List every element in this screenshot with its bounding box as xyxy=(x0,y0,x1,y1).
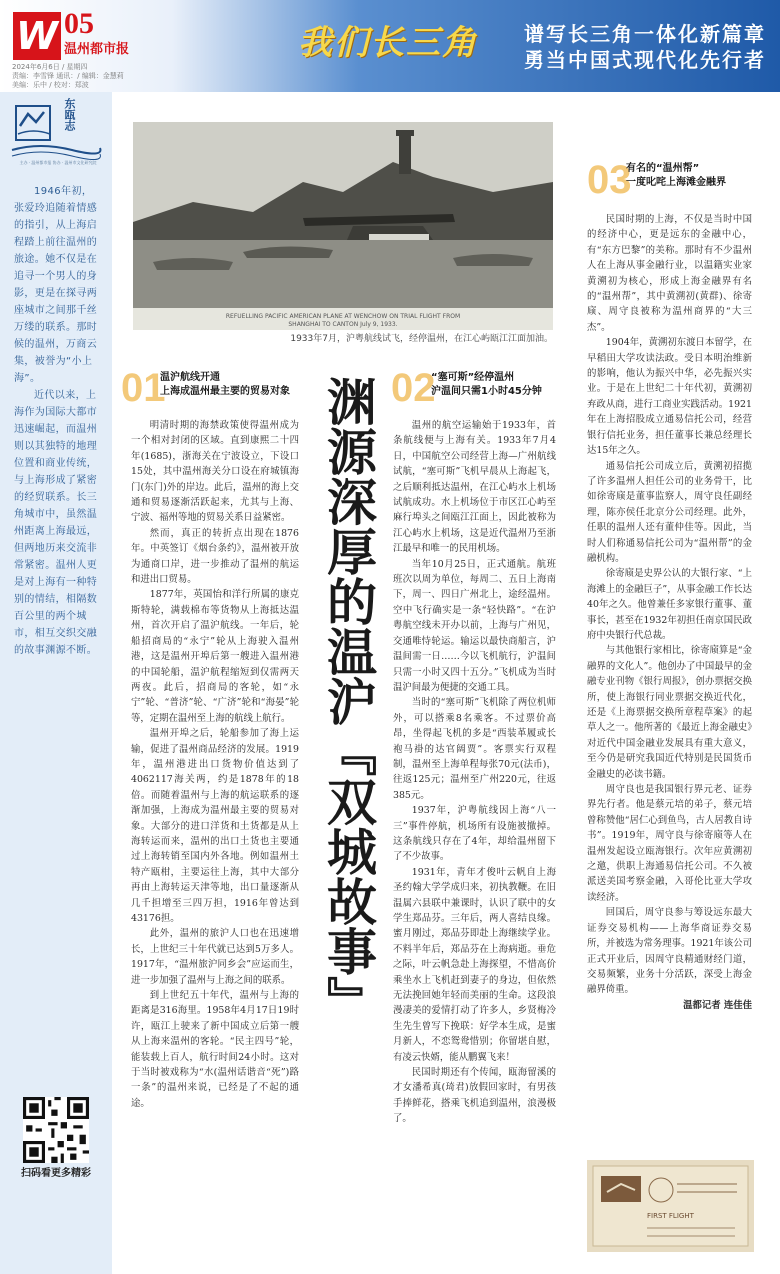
photo-caption: 1933年7月，沪粤航线试飞，经停温州，在江心屿瓯江江面加油。 xyxy=(290,334,553,344)
body-paragraph: 1937年，沪粤航线因上海“八一三”事件停航，机场所有设施被撤掉。这条航线只存在了4年，却给温州留下了不少故事。 xyxy=(393,805,556,863)
newspaper-logo: W xyxy=(13,12,61,60)
body-paragraph: 当时的“塞可斯”飞机除了两位机师外，可以搭乘8名乘客。不过票价高昂，坐得起飞机的多是“西装革履或长袍马褂的达官阔贾”。客票实行双程制，温州至上海单程每张70元(法币)，往返125元；温州至广州220元，往返385元。 xyxy=(393,697,556,801)
stamp-text: FIRST FLIGHT xyxy=(647,1212,694,1220)
body-paragraph: 到上世纪五十年代，温州与上海的距离是316海里。1958年4月17日19时许，瓯江上驶来了新中国成立后第一艘从上海来温州的客轮。“民主四号”轮，能装载上百人，航行时间24小时。这对于当时被戏称为“水(温州话谐音“死”)路一条”的温州来说，已经是了不起的通途。 xyxy=(131,990,299,1109)
body-paragraph: 1877年，英国怡和洋行所属的康克斯特轮，满载棉布等货物从上海抵达温州，首次开启了温沪航线。一年后，轮船招商局的“永宁”轮从上海驶入温州港，这是温州开埠后第一艘进入温州港的中国轮船，温沪航程缩短到仅需两天两夜。此后，招商局的客轮，如“永宁”轮、“普济”轮、“广济”轮和“海晏”轮等，定期在温州至上海的航线上航行。 xyxy=(131,589,299,724)
article-column-2 xyxy=(393,418,556,1127)
meta-date: 2024年6月6日 / 星期四 xyxy=(12,63,88,71)
section-heading-3-line-2: 一度叱咤上海滩金融界 xyxy=(626,177,726,188)
section-heading-2-line-2: 沪温间只需1小时45分钟 xyxy=(431,386,542,397)
meta-design: 美编：乐中 / 校对：郑波 xyxy=(12,81,89,89)
banner-title: 我们长三角 xyxy=(298,23,478,63)
body-paragraph: 回国后，周守良参与筹设远东最大证券交易机构——上海华商证券交易所，并被选为常务理事。1921年该公司正式开业后，因周守良精通财经门道，交易频繁，业务十分活跃，深受上海金融界倚重。 xyxy=(587,907,752,996)
seaplane-photo xyxy=(133,122,553,330)
article-title: 渊源深厚的温沪『双城故事』 xyxy=(319,376,378,1026)
body-paragraph: 然而，真正的转折点出现在1876年。中英签订《烟台条约》，温州被开放为通商口岸，进一步推动了温州的航运和进出口贸易。 xyxy=(131,527,299,586)
qr-code-icon[interactable] xyxy=(23,1097,89,1163)
section-heading-1 xyxy=(160,371,290,399)
section-number-3: 03 xyxy=(587,158,632,202)
section-heading-1-line-2: 上海成温州最主要的贸易对象 xyxy=(160,386,290,397)
slogan-line-2: 勇当中国式现代化先行者 xyxy=(524,48,766,72)
qr-label: 扫码看更多精彩 xyxy=(21,1168,91,1179)
issue-meta xyxy=(12,63,132,90)
photo-inset-line-2: SHANGHAI TO CANTON July 9, 1933. xyxy=(288,321,398,328)
body-paragraph: 1904年，黄溯初东渡日本留学，在早稻田大学攻读法政。受日本明治维新的影响，他认为振兴中华，必先振兴实业。于是在上世纪二十年代初，黄溯初弃政从商，进行工商业实践活动。1921年在上海招股成立通易信托公司，经营银行信托业务，担任董事长兼总经理长达15年之久。 xyxy=(587,337,752,457)
body-paragraph: 温州开埠之后，轮船参加了海上运输，促进了温州商品经济的发展。1919年，温州港进出口货物价值达到了4062117海关两，约是1878年的18倍。而随着温州与上海的航运联系的逐渐加强，上海成为温州最主要的贸易对象。大部分的进口洋货和土货都是从上海转运而来，温州的出口土货也主要通过上海转销至国内外各地。例如温州土特产瓯柑，主要运往上海，其中大部分再由上海转运天津等地，出口量逐渐从几千担增至三四万担，1916年曾达到43176担。 xyxy=(131,728,299,924)
section-heading-1-line-1: 温沪航线开通 xyxy=(160,372,220,383)
section-heading-2-line-1: “塞可斯”经停温州 xyxy=(431,372,515,383)
body-paragraph: 民国时期还有个传闻，瓯海留溪的才女潘希真(琦君)放假回家时，有男孩手捧鲜花，搭乘飞机追到温州，浪漫极了。 xyxy=(393,1067,556,1125)
side-paragraph: 1946年初，张爱玲追随着情感的指引，从上海启程踏上前往温州的旅途。她不仅是在追寻一个男人的身影，更是在探寻两座城市之间那千丝万缕的联系。那时候的温州，万商云集，被誉为“小上海”。 xyxy=(14,186,98,384)
body-paragraph: 通易信托公司成立后，黄溯初招揽了许多温州人担任公司的业务骨干，比如徐寄庼是董事监察人，周守良任副经理，陈亦侯任北京分公司经理。此外，任职的温州人还有董仲佳等。因此，当时人们称通易信托公司为“温州帮”的金融机构。 xyxy=(587,460,752,564)
emblem-label: 东瓯志 xyxy=(63,98,76,131)
first-flight-envelope-image xyxy=(587,1160,754,1252)
section-number-1: 01 xyxy=(121,366,166,410)
emblem-caption: 主办 · 温州都市报 协办 · 温州市文化研究院 xyxy=(19,160,97,165)
article-column-1 xyxy=(131,418,299,1111)
body-paragraph: 徐寄庼是史界公认的大银行家、“上海滩上的金融巨子”，从事金融工作长达40年之久。他曾兼任多家银行董事、董事长，甚至在1932年初担任南京国民政府中央银行代总裁。 xyxy=(587,568,752,641)
masthead xyxy=(0,0,780,92)
body-paragraph: 当年10月25日，正式通航。航班班次以周为单位，每周二、五日上海南下，周一、四日广州北上，途经温州。空中飞行确实是一条“轻快路”。“在沪粤航空线未开办以前，上海与广州见，交通唯恃轮运。输运以最快商船言，沪温间需一日……今以飞机航行，沪温间只需一小时又四十五分。”飞机成为当时温沪间最为便捷的交通工具。 xyxy=(393,558,556,693)
slogan-line-1: 谱写长三角一体化新篇章 xyxy=(524,22,766,46)
body-paragraph: 1931年，青年才俊叶云帆自上海圣约翰大学学成归来，初执教鞭。在旧温属六县联中兼课时，认识了联中的女学生郑品芬。三年后，两人喜结良缘。蜜月刚过，郑品芬即赴上海继续学业。不料半年后，郑品芬在上海病逝。垂危之际，叶云帆急赴上海探望，不惜高价乘坐水上飞机赶到妻子的身边，但依然无法挽回她年轻而美丽的生命。这段浪漫凄美的爱情打动了许多人，乡贤梅冷生先生曾写下挽联：好学本生成，是蜜月新人，不恋鸳鸯惜别；你留堪自慰，有凌云快婿，能从鹏翼飞来！ xyxy=(393,866,556,1063)
section-heading-2 xyxy=(431,371,542,399)
body-paragraph: 民国时期的上海，不仅是当时中国的经济中心，更是远东的金融中心，有“东方巴黎”的美称。那时有不少温州人在上海从事金融行业，以温籍实业家黄溯初为核心，形成上海金融界有名的“温州帮”，其中黄溯初(黄群)、徐寄庼、周守良被称为温州商界的“大三杰”。 xyxy=(587,214,752,333)
paper-name: 温州都市报 xyxy=(64,42,130,57)
photo-inset-line-1: REFUELLING PACIFIC AMERICAN PLANE AT WENCHOW ON TRIAL FLIGHT FROM xyxy=(225,313,461,320)
body-paragraph: 温州的航空运输始于1933年，首条航线便与上海有关。1933年7月4日，中国航空公司经营上海—广州航线试航，“塞可斯”飞机早晨从上海起飞，之后顺利抵达温州，在江心屿水上机场试航成功。水上机场位于市区江心屿至麻行埠头之间瓯江江面上，因此被称为江心屿水上机场，这是近代温州乃至浙江最早和唯一的民用机场。 xyxy=(393,420,556,555)
byline: 温都记者 连佳佳 xyxy=(683,999,752,1011)
side-paragraph: 近代以来，上海作为国际大都市迅速崛起，而温州则以其独特的地理位置和商业传统，与上海形成了紧密的经贸联系。长三角城市中，虽然温州距离上海最远，但两地历来交流非常紧密。温州人更是对上海有一种特别的情结，相隔数百公里的两个城市，相互交织交融的故事渊源不断。 xyxy=(14,390,98,656)
page-number: 05 xyxy=(64,7,94,40)
article-column-3 xyxy=(587,212,752,1013)
section-heading-3 xyxy=(626,162,726,190)
section-heading-3-line-1: 有名的“温州帮” xyxy=(626,163,700,174)
meta-editors: 责编：李雪锋 通讯：/ 编辑：金慧莉 xyxy=(12,72,124,80)
side-intro xyxy=(14,183,98,659)
section-number-2: 02 xyxy=(391,366,436,410)
body-paragraph: 此外，温州的旅沪人口也在迅速增长，上世纪三十年代就已达到5万多人。1917年，“温州旅沪同乡会”应运而生，进一步加强了温州与上海之间的联系。 xyxy=(131,928,299,986)
body-paragraph: 明清时期的海禁政策使得温州成为一个相对封闭的区域。直到康熙二十四年(1685)，浙海关在宁波设立，下设口15处，其中温州海关分口设在府城镇海门(东门)外的岸边。此后，温州的海上交通和贸易逐渐活跃起来，尤其与上海、宁波、福州等地的贸易关系日益紧密。 xyxy=(131,420,299,524)
body-paragraph: 周守良也是我国银行界元老、证券界先行者。他是蔡元培的弟子，蔡元培曾称赞他“居仁心到鱼鸟，古人居教自诗书”。1919年，周守良与徐寄庼等人在温州发起设立瓯海银行。次年应黄溯初之邀，供职上海通易信托公司。不久被派送美国考察金融，入哥伦比亚大学攻读经济。 xyxy=(587,784,752,903)
body-paragraph: 与其他银行家相比，徐寄庼算是“金融界的文化人”。他创办了中国最早的金融专业刊物《银行周报》，创办票据交换所，使上海银行同业票据交换近代化，还是《上海票据交换所章程草案》的起草人之一。他所著的《最近上海金融史》对近代中国金融业发展具有重大意义，至今仍是研究我国近代特别是民国货币金融史的必读书籍。 xyxy=(587,645,752,780)
